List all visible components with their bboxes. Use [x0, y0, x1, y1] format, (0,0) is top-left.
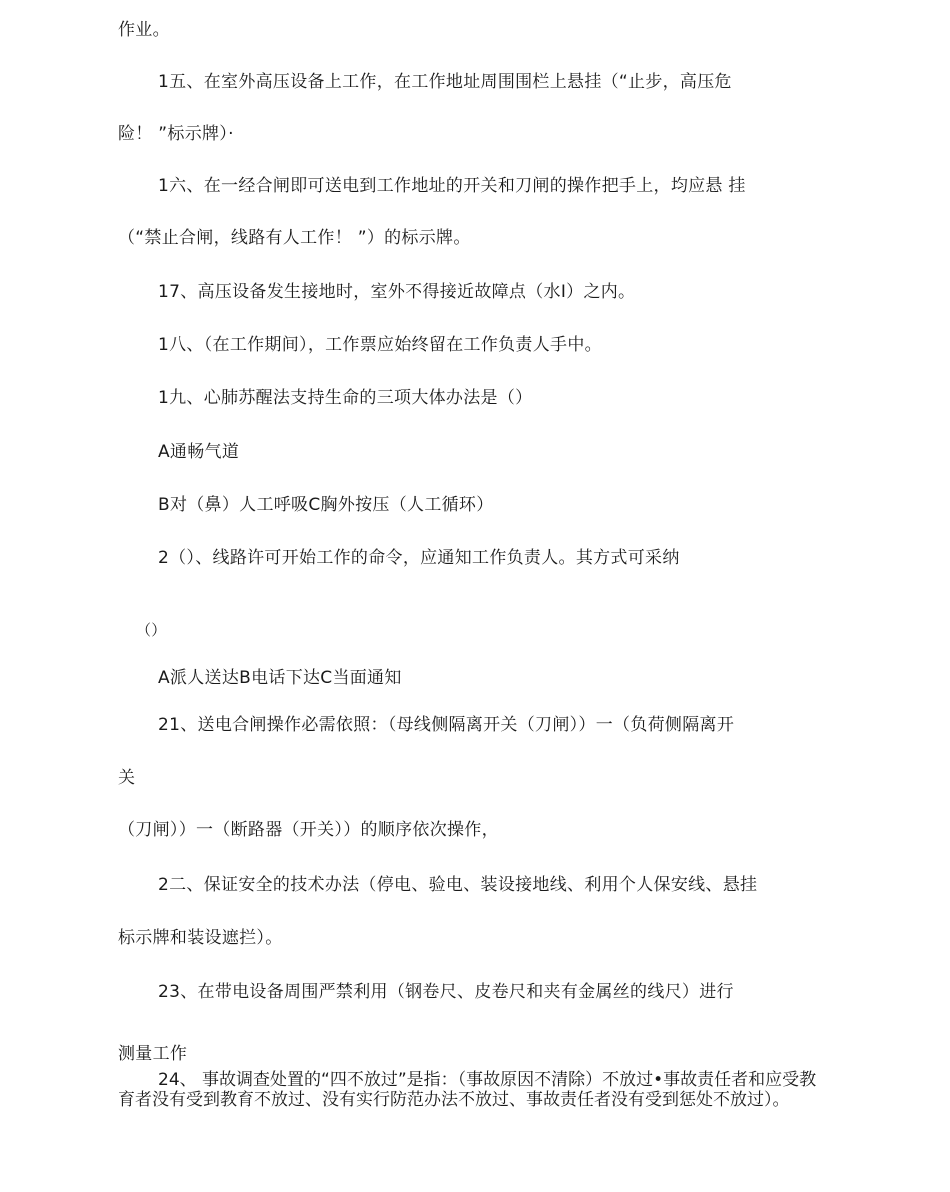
- text-line: B对（鼻）人工呼吸C胸外按压（人工循环）: [158, 495, 494, 515]
- text-line: 关: [118, 768, 136, 788]
- text-line: 险！ ”标示牌）·: [118, 124, 234, 144]
- text-line: 23、在带电设备周围严禁利用（钢卷尺、皮卷尺和夹有金属丝的线尺）进行: [158, 982, 734, 1002]
- text-line: 21、送电合闸操作必需依照：（母线侧隔离开关（刀闸））一（负荷侧隔离开: [158, 715, 735, 735]
- text-line: 2（）、线路许可开始工作的命令，应通知工作负责人。其方式可采纳: [158, 548, 680, 568]
- paragraph: 24、 事故调查处置的“四不放过”是指：（事故原因不清除）不放过•事故责任者和应受教育者没有受到教育不放过、没有实行防范办法不放过、事故责任者没有受到惩处不放过）。: [118, 1070, 817, 1110]
- text-line: 作业。: [118, 20, 170, 40]
- text-line: 2二、保证安全的技术办法（停电、验电、装设接地线、利用个人保安线、悬挂: [158, 875, 758, 895]
- text-line: A派人送达B电话下达C当面通知: [158, 668, 402, 688]
- text-line: 17、高压设备发生接地时，室外不得接近故障点（水I）之内。: [158, 282, 636, 302]
- text-line: 1六、在一经合闸即可送电到工作地址的开关和刀闸的操作把手上，均应悬 挂: [158, 176, 746, 196]
- text-line: 测量工作: [118, 1044, 188, 1064]
- text-line: 1九、心肺苏醒法支持生命的三项大体办法是（）: [158, 388, 533, 408]
- text-line: （）: [136, 621, 167, 639]
- text-line: （“禁止合闸，线路有人工作！ ”）的标示牌。: [118, 228, 471, 248]
- text-line: 1五、在室外高压设备上工作，在工作地址周围围栏上悬挂（“止步，高压危: [158, 72, 732, 92]
- text-line: 1八、（在工作期间），工作票应始终留在工作负责人手中。: [158, 335, 602, 355]
- text-line: A通畅气道: [158, 442, 240, 462]
- text-line: （刀闸））一（断路器（开关））的顺序依次操作，: [118, 820, 499, 840]
- text-line: 标示牌和装设遮拦）。: [118, 928, 283, 948]
